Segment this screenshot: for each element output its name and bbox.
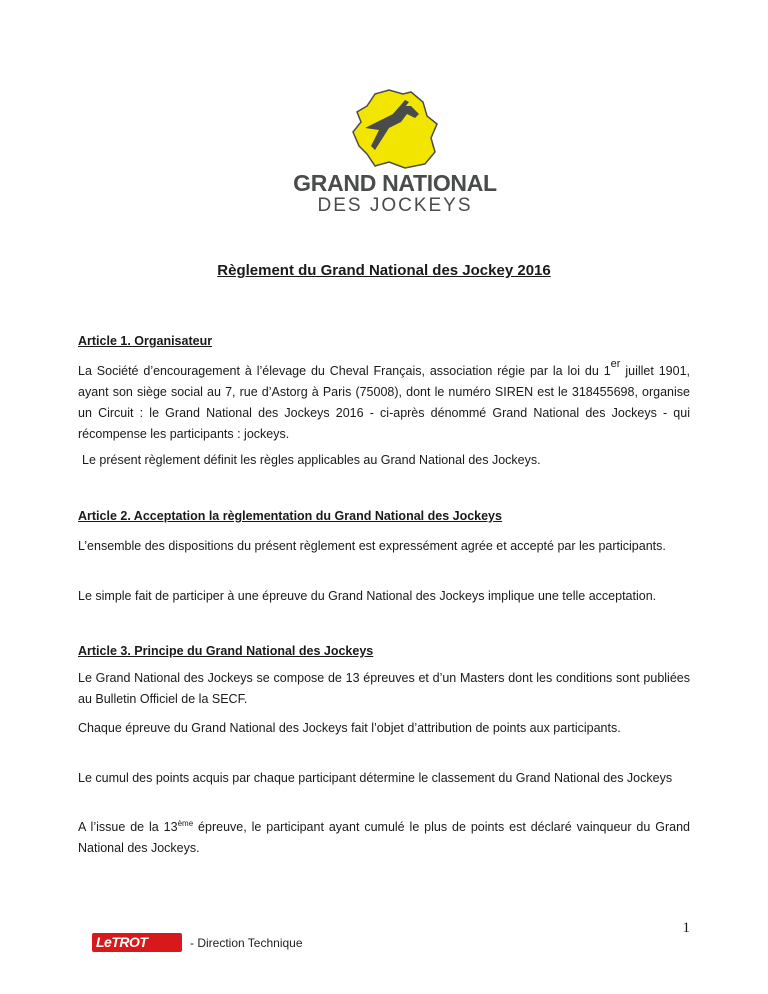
article-1-paragraph-1-text-b: juillet 1901, ayant son siège social au 7, rue d’Astorg à Paris (75008), dont le numéro SIREN est le 318455698, organise un Circuit : le Grand National des Jockeys 2016 - ci-après dénommé Grand National des Jockeys - qui récompense les participants : jockeys. [78, 364, 691, 441]
article-3-heading: Article 3. Principe du Grand National des Jockeys [78, 644, 374, 658]
article-1-heading: Article 1. Organisateur [78, 334, 213, 348]
article-2-paragraph-2: Le simple fait de participer à une épreuve du Grand National des Jockeys implique une telle acceptation. [78, 589, 657, 603]
article-1-paragraph-1-text-a: La Société d’encouragement à l’élevage du Cheval Français, association régie par la loi du 1 [78, 364, 611, 378]
grand-national-logo [290, 88, 500, 218]
document-title: Règlement du Grand National des Jockey 2016 [217, 262, 551, 279]
logo-title: GRAND NATIONAL [293, 170, 497, 196]
letrot-logo [92, 933, 182, 952]
article-2-heading: Article 2. Acceptation la règlementation du Grand National des Jockeys [78, 509, 502, 523]
letrot-logo-text: LeTROT [96, 934, 148, 950]
france-horse-emblem-icon [345, 88, 445, 170]
article-2-paragraph-1: L’ensemble des dispositions du présent règlement est expressément agrée et accepté par les participants. [78, 539, 666, 553]
superscript: er [610, 357, 621, 370]
article-3-paragraph-1: Le Grand National des Jockeys se compose de 13 épreuves et d’un Masters dont les conditions sont publiées au Bulletin Officiel de la SECF. [78, 671, 690, 706]
article-3-paragraph-3: Le cumul des points acquis par chaque participant détermine le classement du Grand National des Jockeys [78, 771, 673, 785]
article-3-paragraph-4-text-b: épreuve, le participant ayant cumulé le plus de points est déclaré vainqueur du Grand National des Jockeys. [78, 820, 690, 855]
superscript: ème [177, 818, 194, 828]
article-1-paragraph-1 [78, 357, 691, 445]
article-3-paragraph-4-text-a: A l’issue de la 13 [78, 820, 178, 834]
footer-text: - Direction Technique [190, 936, 303, 950]
article-3-paragraph-2: Chaque épreuve du Grand National des Jockeys fait l’objet d’attribution de points aux participants. [78, 721, 621, 735]
logo-subtitle: DES JOCKEYS [317, 195, 473, 216]
article-1-paragraph-2: Le présent règlement définit les règles applicables au Grand National des Jockeys. [82, 453, 541, 467]
page-number: 1 [682, 920, 690, 936]
article-3-paragraph-4 [78, 817, 690, 859]
